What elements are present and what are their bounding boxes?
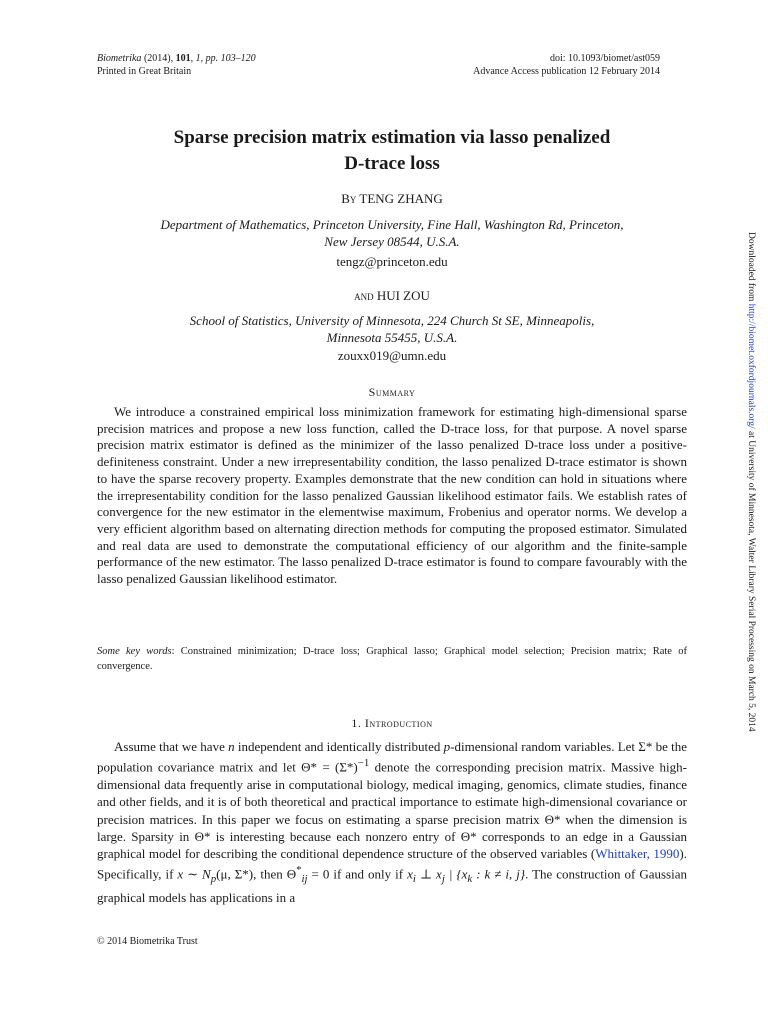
journal-pages: , 1, pp. 103–120 xyxy=(190,53,256,64)
author-2-name: HUI ZOU xyxy=(376,288,430,303)
paper-title xyxy=(97,125,687,177)
author-1-name: TENG ZHANG xyxy=(359,191,443,206)
intro-text-8: . The construction of Gaussian graphical models has applications in a xyxy=(97,866,687,905)
math-xi-sub: i xyxy=(412,873,416,886)
math-distribution-args: (μ, Σ*) xyxy=(216,866,254,882)
math-xk-sub: k xyxy=(467,873,473,886)
author-1 xyxy=(97,191,687,207)
access-date: Advance Access publication 12 February 2014 xyxy=(473,66,660,77)
intro-text-3: -dimensional random variables. Let Σ* be the population covariance matrix and let Θ* = (Σ*) xyxy=(97,739,687,775)
section-heading-introduction: 1. Introduction xyxy=(351,716,433,730)
running-header-right xyxy=(473,52,660,78)
title-line-2: D-trace loss xyxy=(344,153,440,174)
intro-text-5: ). Specifically, if xyxy=(97,846,687,882)
intro-text-4: denote the corresponding precision matrix. Massive high-dimensional data frequently arise in computational biology, medical imaging, genomics, climate studies, finance and other fields, and it is of both theoretical and practical importance to estimate high-dimensional covariance or precision matrices. In this paper we focus on estimating a sparse precision matrix Θ* when the dimension is large. Sparsity in Θ* is interesting because each nonzero entry of Θ* corresponds to an edge in a Gaussian graphical model for describing the conditional dependence structure of the observed variables ( xyxy=(97,759,687,862)
journal-name: Biometrika xyxy=(97,53,142,64)
title-line-1: Sparse precision matrix estimation via lasso penalized xyxy=(173,127,611,148)
math-cond: | {x xyxy=(444,866,468,882)
journal-year: (2014), xyxy=(143,53,176,64)
intro-text-6: , then Θ xyxy=(253,866,297,882)
keywords-list: : Constrained minimization; D-trace loss; Graphical lasso; Graphical model selection; Precision matrix; Rate of convergence. xyxy=(97,646,687,672)
affil-2-line-1: School of Statistics, University of Minnesota, 224 Church St SE, Minneapolis, xyxy=(189,313,595,328)
keywords xyxy=(97,644,687,674)
keywords-label: Some key words xyxy=(97,646,172,657)
copyright-footer: © 2014 Biometrika Trust xyxy=(97,936,198,947)
math-xj-sub: j xyxy=(441,873,445,886)
summary-heading: Summary xyxy=(368,385,416,399)
affil-2-line-2: Minnesota 55455, U.S.A. xyxy=(326,330,458,345)
author-2-email[interactable]: zouxx019@umn.edu xyxy=(337,348,447,363)
intro-text-7: = 0 if and only if xyxy=(307,866,408,882)
author-1-prefix: By xyxy=(341,191,357,206)
abstract: We introduce a constrained empirical loss minimization framework for estimating high-dimensional sparse precision matrices and propose a new loss function, called the D-trace loss, for that purpose. A novel sparse precision matrix estimator is defined as the minimizer of the lasso penalized D-trace loss under a positive-definiteness constraint. Under a new irrepresentability condition, the lasso penalized D-trace estimator is shown to have the sparse recovery property. Examples demonstrate that the new condition can hold in situations where the irrepresentability condition for the lasso penalized Gaussian likelihood estimator fails. We establish rates of convergence for the new estimator in the elementwise maximum, Frobenius and operator norms. We develop a very efficient algorithm based on alternating direction methods for computing the proposed estimator. Simulated and real data are used to demonstrate the computational efficiency of our algorithm and the finite-sample performance of the new estimator. The lasso penalized D-trace estimator is found to compare favourably with the lasso penalized Gaussian likelihood estimator. xyxy=(97,404,687,587)
introduction-paragraph xyxy=(97,738,687,906)
journal-volume: 101 xyxy=(175,53,191,64)
download-watermark xyxy=(744,232,758,772)
math-distribution: x ∼ N xyxy=(177,866,211,882)
author-2-prefix: and xyxy=(354,288,374,303)
printed-note: Printed in Great Britain xyxy=(97,66,192,77)
doi: doi: 10.1093/biomet/ast059 xyxy=(550,53,660,64)
watermark-link[interactable]: http://biomet.oxfordjournals.org/ xyxy=(746,303,756,429)
math-n: n xyxy=(228,739,235,754)
watermark-prefix: Downloaded from xyxy=(746,232,756,304)
author-2 xyxy=(97,288,687,304)
intro-text-2: independent and identically distributed xyxy=(234,739,444,754)
watermark-suffix: at University of Minnesota, Walter Library Serial Processing on March 5, 2014 xyxy=(746,428,756,732)
affil-1-line-2: New Jersey 08544, U.S.A. xyxy=(324,234,460,249)
math-cond-2: : k ≠ i, j} xyxy=(472,866,526,882)
math-theta-sub: ij xyxy=(301,873,308,886)
running-header-left xyxy=(97,52,256,78)
math-perp: ⊥ x xyxy=(415,866,442,882)
math-xi: x xyxy=(407,866,413,882)
math-p: p xyxy=(443,739,451,754)
math-inverse: −1 xyxy=(357,757,370,770)
author-2-affiliation xyxy=(97,312,687,346)
affil-1-line-1: Department of Mathematics, Princeton University, Fine Hall, Washington Rd, Princeton, xyxy=(160,217,624,232)
author-1-affiliation xyxy=(97,216,687,250)
intro-text-1: Assume that we have xyxy=(114,739,229,754)
math-theta-sup: * xyxy=(296,864,302,877)
math-distribution-sub: p xyxy=(210,873,217,886)
citation-whittaker[interactable]: Whittaker, 1990 xyxy=(595,846,680,862)
author-1-email[interactable]: tengz@princeton.edu xyxy=(336,254,448,269)
